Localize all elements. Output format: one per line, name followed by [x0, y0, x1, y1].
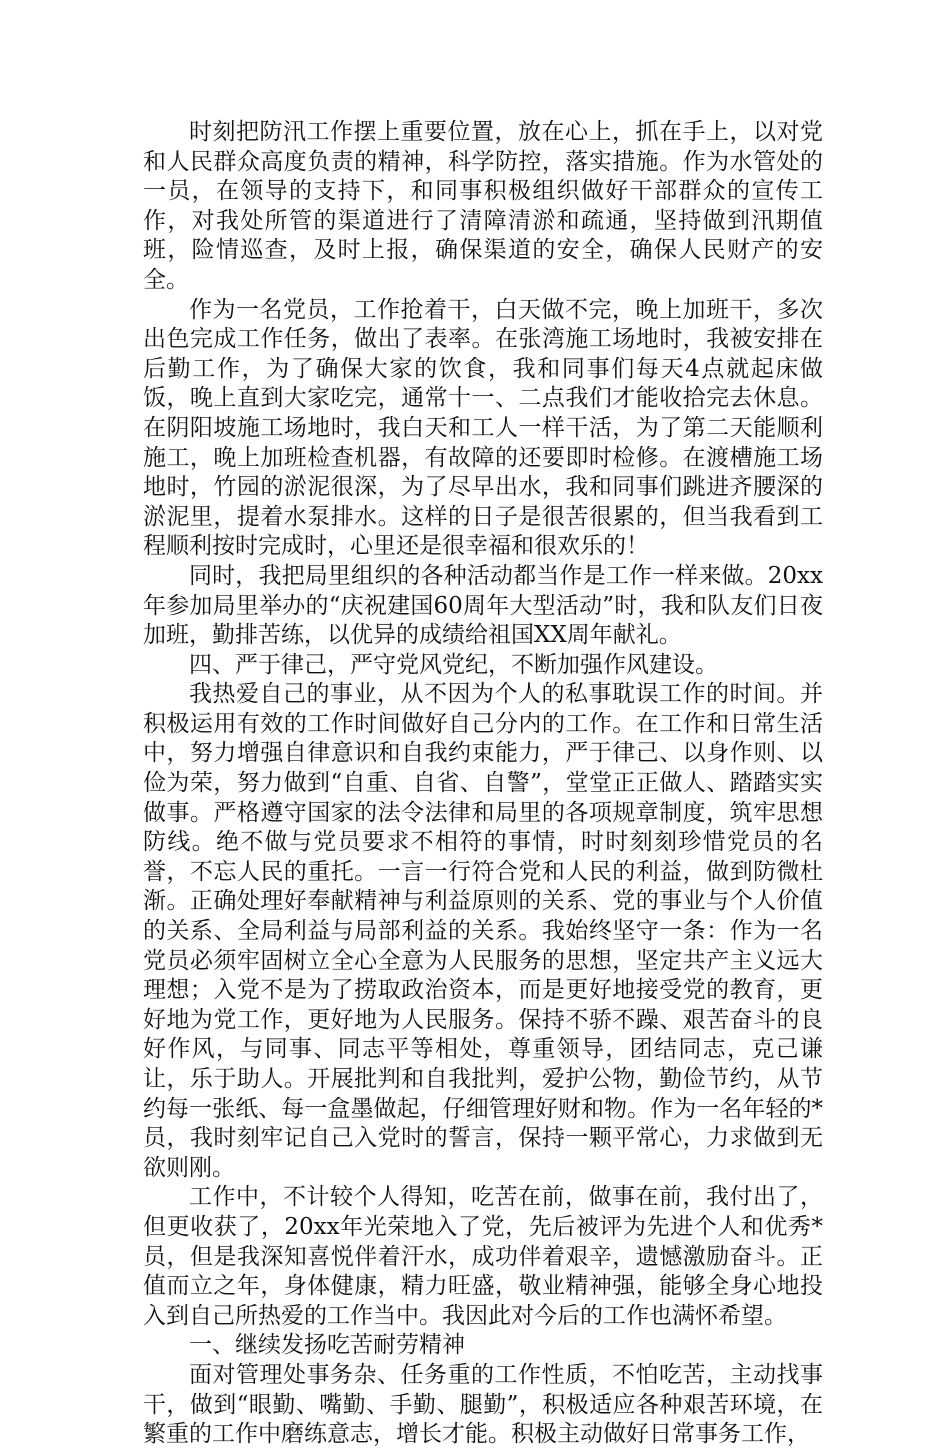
paragraph-achievements: 工作中，不计较个人得知，吃苦在前，做事在前，我付出了，但更收获了，20xx年光荣地入了党，先后被评为先进个人和优秀*员，但是我深知喜悦伴着汗水，成功伴着艰辛，遗憾激励奋斗。正值而立之年，身体健康，精力旺盛，敬业精神强，能够全身心地投入到自己所热爱的工作当中。我因此对今后的工作也满怀希望。 [143, 1184, 823, 1329]
paragraph-bureau-activities: 同时，我把局里组织的各种活动都当作是工作一样来做。20xx年参加局里举办的“庆祝建国60周年大型活动”时，我和队友们日夜加班，勤排苦练，以优异的成绩给祖国XX周年献礼。 [143, 562, 823, 649]
paragraph-party-member-work: 作为一名党员，工作抢着干，白天做不完，晚上加班干，多次出色完成工作任务，做出了表率。在张湾施工场地时，我被安排在后勤工作，为了确保大家的饮食，我和同事们每天4点就起床做饭，晚上直到大家吃完，通常十一、二点我们才能收拾完去休息。在阴阳坡施工场地时，我白天和工人一样干活，为了第二天能顺利施工，晚上加班检查机器，有故障的还要即时检修。在渡槽施工场地时，竹园的淤泥很深，为了尽早出水，我和同事们跳进齐腰深的淤泥里，提着水泵排水。这样的日子是很苦很累的，但当我看到工程顺利按时完成时，心里还是很幸福和很欢乐的！ [143, 296, 823, 560]
document-body [143, 118, 823, 1450]
section-heading-discipline: 四、严于律己，严守党风党纪，不断加强作风建设。 [189, 651, 718, 678]
paragraph-management-duties: 面对管理处事务杂、任务重的工作性质，不怕吃苦，主动找事干，做到“眼勤、嘴勤、手勤、腿勤”，积极适应各种艰苦环境，在繁重的工作中磨练意志，增长才能。积极主动做好日常事务工作， [143, 1361, 823, 1448]
paragraph-self-discipline: 我热爱自己的事业，从不因为个人的私事耽误工作的时间。并积极运用有效的工作时间做好自己分内的工作。在工作和日常生活中，努力增强自律意识和自我约束能力，严于律己、以身作则、以俭为荣，努力做到“自重、自省、自警”，堂堂正正做人、踏踏实实做事。严格遵守国家的法令法律和局里的各项规章制度，筑牢思想防线。绝不做与党员要求不相符的事情，时时刻刻珍惜党员的名誉，不忘人民的重托。一言一行符合党和人民的利益，做到防微杜渐。正确处理好奉献精神与利益原则的关系、党的事业与个人价值的关系、全局利益与局部利益的关系。我始终坚守一条：作为一名党员必须牢固树立全心全意为人民服务的思想，坚定共产主义远大理想；入党不是为了捞取政治资本，而是更好地接受党的教育，更好地为党工作，更好地为人民服务。保持不骄不躁、艰苦奋斗的良好作风，与同事、同志平等相处，尊重领导，团结同志，克己谦让，乐于助人。开展批判和自我批判，爱护公物，勤俭节约，从节约每一张纸、每一盒墨做起，仔细管理好财和物。作为一名年轻的*员，我时刻牢记自己入党时的誓言，保持一颗平常心，力求做到无欲则刚。 [143, 681, 823, 1181]
section-heading-hard-work: 一、继续发扬吃苦耐劳精神 [189, 1332, 465, 1359]
paragraph-flood-control: 时刻把防汛工作摆上重要位置，放在心上，抓在手上，以对党和人民群众高度负责的精神，科学防控，落实措施。作为水管处的一员，在领导的支持下，和同事积极组织做好干部群众的宣传工作，对我处所管的渠道进行了清障清淤和疏通，坚持做到汛期值班，险情巡查，及时上报，确保渠道的安全，确保人民财产的安全。 [143, 119, 823, 293]
